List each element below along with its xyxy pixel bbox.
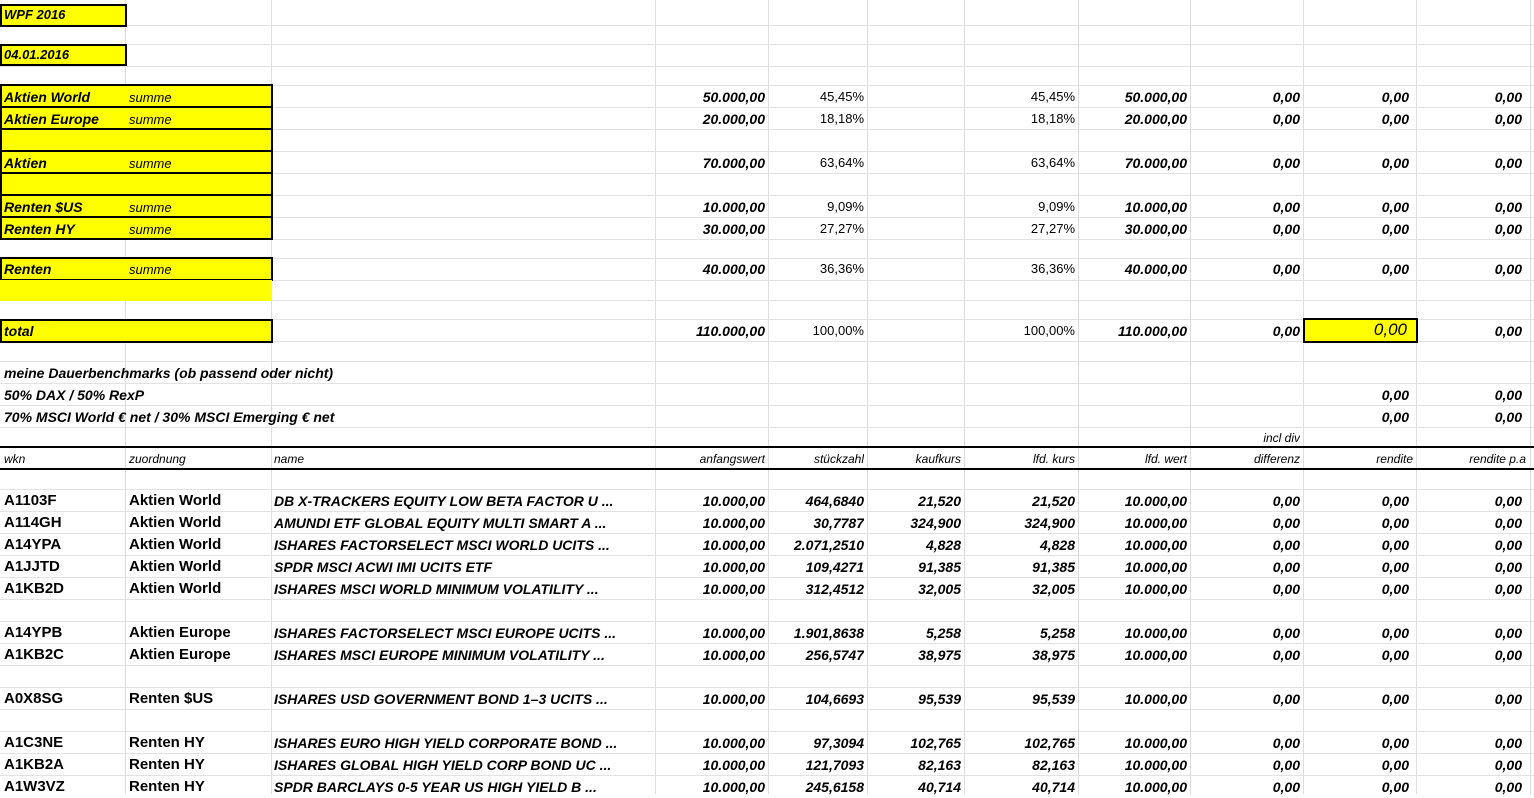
summary-label: Renten <box>4 261 52 277</box>
cell-wkn[interactable]: A14YPA <box>4 536 62 553</box>
cell-differenz[interactable]: 0,00 <box>1272 537 1300 553</box>
cell-name[interactable]: ISHARES FACTORSELECT MSCI WORLD UCITS ... <box>274 537 610 553</box>
summary-wert <box>1079 174 1187 196</box>
cell-zuordnung[interactable]: Aktien Europe <box>129 624 231 641</box>
summary-differenz: 0,00 <box>1272 155 1300 171</box>
cell-stueckzahl[interactable]: 2.071,2510 <box>793 537 864 553</box>
summary-differenz: 0,00 <box>1272 261 1300 277</box>
cell-kaufkurs[interactable]: 21,520 <box>918 493 961 509</box>
summary-sublabel <box>129 175 249 197</box>
row-divider <box>0 44 1534 45</box>
cell-stueckzahl[interactable]: 121,7093 <box>805 757 864 773</box>
column-header-lfd-kurs[interactable]: lfd. kurs <box>1032 452 1075 466</box>
cell-zuordnung[interactable]: Aktien World <box>129 580 222 597</box>
cell-lfd-kurs[interactable]: 4,828 <box>1039 537 1075 553</box>
total-pct1: 100,00% <box>812 323 864 338</box>
cell-kaufkurs[interactable]: 82,163 <box>918 757 961 773</box>
cell-name[interactable]: ISHARES FACTORSELECT MSCI EUROPE UCITS ... <box>274 625 617 641</box>
summary-wert: 30.000,00 <box>1124 221 1187 237</box>
summary-sublabel: summe <box>129 90 172 105</box>
cell-stueckzahl[interactable]: 312,4512 <box>805 581 864 597</box>
total-wert: 110.000,00 <box>1117 323 1187 339</box>
cell-name[interactable] <box>274 710 652 732</box>
cell-rendite[interactable]: 0,00 <box>1381 537 1409 553</box>
summary-pct1: 18,18% <box>819 111 864 126</box>
cell-rendite-pa[interactable]: 0,00 <box>1494 515 1522 531</box>
summary-rendite-pa: 0,00 <box>1494 261 1522 277</box>
cell-differenz[interactable]: 0,00 <box>1272 493 1300 509</box>
summary-label: Aktien World <box>4 89 91 105</box>
summary-pct2: 9,09% <box>1038 199 1075 214</box>
summary-label: Aktien Europe <box>4 111 99 127</box>
summary-sublabel <box>129 131 249 153</box>
cell-wkn[interactable]: A1103F <box>4 492 57 509</box>
summary-rendite: 0,00 <box>1381 155 1409 171</box>
summary-rendite-pa: 0,00 <box>1494 221 1522 237</box>
cell-zuordnung[interactable] <box>129 666 269 688</box>
summary-pct1: 36,36% <box>819 261 864 276</box>
cell-name[interactable]: ISHARES EURO HIGH YIELD CORPORATE BOND ... <box>274 735 618 751</box>
cell-lfd-kurs[interactable]: 21,520 <box>1032 493 1075 509</box>
summary-pct2: 36,36% <box>1030 261 1075 276</box>
summary-differenz: 0,00 <box>1272 221 1300 237</box>
cell-anfangswert[interactable]: 10.000,00 <box>702 757 765 773</box>
cell-lfd-wert[interactable]: 10.000,00 <box>1124 779 1187 795</box>
cell-anfangswert[interactable]: 10.000,00 <box>702 647 765 663</box>
benchmark-rendite-pa: 0,00 <box>1494 387 1522 403</box>
cell-differenz[interactable]: 0,00 <box>1272 581 1300 597</box>
column-header-kaufkurs[interactable]: kaufkurs <box>915 452 961 466</box>
summary-wert: 40.000,00 <box>1124 261 1187 277</box>
cell-lfd-kurs[interactable] <box>965 666 1075 688</box>
cell-lfd-wert[interactable]: 10.000,00 <box>1124 515 1187 531</box>
cell-anfangswert[interactable] <box>656 600 765 622</box>
cell-zuordnung[interactable] <box>129 710 269 732</box>
summary-rendite-pa <box>1417 130 1522 152</box>
summary-pct1: 27,27% <box>819 221 864 236</box>
cell-anfangswert[interactable]: 10.000,00 <box>702 537 765 553</box>
cell-kaufkurs[interactable]: 5,258 <box>925 625 961 641</box>
cell-differenz[interactable]: 0,00 <box>1272 757 1300 773</box>
summary-differenz: 0,00 <box>1272 199 1300 215</box>
column-header-wkn[interactable]: wkn <box>4 452 26 466</box>
summary-rendite: 0,00 <box>1381 221 1409 237</box>
cell-zuordnung[interactable]: Renten HY <box>129 756 205 773</box>
cell-lfd-kurs[interactable]: 95,539 <box>1032 691 1075 707</box>
cell-name[interactable]: ISHARES MSCI WORLD MINIMUM VOLATILITY ... <box>274 581 599 597</box>
cell-rendite-pa[interactable]: 0,00 <box>1494 581 1522 597</box>
incl-div-label: incl div <box>1263 431 1300 445</box>
benchmark-rendite: 0,00 <box>1381 387 1409 403</box>
cell-zuordnung[interactable]: Aktien Europe <box>129 646 231 663</box>
total-differenz: 0,00 <box>1272 323 1300 339</box>
cell-lfd-kurs[interactable] <box>965 710 1075 732</box>
cell-name[interactable]: ISHARES USD GOVERNMENT BOND 1–3 UCITS ... <box>274 691 608 707</box>
cell-lfd-wert[interactable] <box>1079 710 1187 732</box>
cell-lfd-wert[interactable] <box>1079 666 1187 688</box>
cell-stueckzahl[interactable]: 464,6840 <box>805 493 864 509</box>
cell-name[interactable]: SPDR BARCLAYS 0-5 YEAR US HIGH YIELD B ... <box>274 779 597 795</box>
cell-rendite-pa[interactable]: 0,00 <box>1494 537 1522 553</box>
summary-rendite <box>1304 130 1409 152</box>
cell-kaufkurs[interactable]: 4,828 <box>925 537 961 553</box>
cell-kaufkurs[interactable]: 324,900 <box>910 515 961 531</box>
summary-rendite: 0,00 <box>1381 89 1409 105</box>
summary-rendite: 0,00 <box>1381 199 1409 215</box>
cell-differenz[interactable]: 0,00 <box>1272 691 1300 707</box>
cell-differenz[interactable] <box>1191 710 1300 732</box>
cell-zuordnung[interactable]: Aktien World <box>129 492 222 509</box>
cell-anfangswert[interactable]: 10.000,00 <box>702 581 765 597</box>
column-header-anfangswert[interactable]: anfangswert <box>699 452 765 466</box>
cell-rendite[interactable]: 0,00 <box>1381 779 1409 795</box>
cell-rendite[interactable] <box>1304 666 1409 688</box>
summary-rendite: 0,00 <box>1381 261 1409 277</box>
cell-zuordnung[interactable]: Renten $US <box>129 690 214 707</box>
cell-name[interactable]: AMUNDI ETF GLOBAL EQUITY MULTI SMART A ... <box>274 515 607 531</box>
summary-wert: 10.000,00 <box>1124 199 1187 215</box>
cell-anfangswert[interactable]: 10.000,00 <box>702 625 765 641</box>
cell-differenz[interactable] <box>1191 666 1300 688</box>
summary-anfangswert: 30.000,00 <box>702 221 765 237</box>
cell-name[interactable] <box>274 666 652 688</box>
cell-kaufkurs[interactable]: 91,385 <box>918 559 961 575</box>
cell-rendite[interactable]: 0,00 <box>1381 581 1409 597</box>
cell-differenz[interactable]: 0,00 <box>1272 559 1300 575</box>
cell-lfd-wert[interactable]: 10.000,00 <box>1124 537 1187 553</box>
cell-differenz[interactable]: 0,00 <box>1272 779 1300 795</box>
cell-zuordnung[interactable] <box>129 600 269 622</box>
summary-pct2 <box>965 174 1075 196</box>
cell-rendite[interactable]: 0,00 <box>1381 515 1409 531</box>
header-rule-top <box>0 446 1534 448</box>
cell-wkn[interactable]: A1KB2D <box>4 580 65 597</box>
row-divider <box>0 25 1534 26</box>
summary-anfangswert: 50.000,00 <box>702 89 765 105</box>
summary-rendite-pa: 0,00 <box>1494 111 1522 127</box>
cell-lfd-wert[interactable]: 10.000,00 <box>1124 493 1187 509</box>
summary-anfangswert: 70.000,00 <box>702 155 765 171</box>
cell-differenz[interactable]: 0,00 <box>1272 647 1300 663</box>
cell-lfd-wert[interactable]: 10.000,00 <box>1124 647 1187 663</box>
cell-stueckzahl[interactable] <box>769 600 864 622</box>
summary-sublabel: summe <box>129 112 172 127</box>
cell-anfangswert[interactable]: 10.000,00 <box>702 559 765 575</box>
cell-wkn[interactable]: A0X8SG <box>4 690 64 707</box>
cell-rendite[interactable] <box>1304 710 1409 732</box>
cell-wkn[interactable]: A14YPB <box>4 624 63 641</box>
summary-label: Renten $US <box>4 199 83 215</box>
cell-stueckzahl[interactable]: 245,6158 <box>805 779 864 795</box>
summary-label: Aktien <box>4 155 47 171</box>
summary-pct2: 27,27% <box>1030 221 1075 236</box>
cell-name[interactable]: ISHARES GLOBAL HIGH YIELD CORP BOND UC ... <box>274 757 612 773</box>
summary-sublabel: summe <box>129 262 172 277</box>
cell-name[interactable]: ISHARES MSCI EUROPE MINIMUM VOLATILITY ... <box>274 647 605 663</box>
cell-rendite[interactable]: 0,00 <box>1381 735 1409 751</box>
cell-lfd-wert[interactable]: 10.000,00 <box>1124 735 1187 751</box>
cell-rendite-pa[interactable] <box>1417 600 1522 622</box>
cell-rendite-pa[interactable]: 0,00 <box>1494 559 1522 575</box>
cell-stueckzahl[interactable]: 30,7787 <box>813 515 864 531</box>
cell-zuordnung[interactable]: Aktien World <box>129 514 222 531</box>
cell-wkn[interactable]: A1JJTD <box>4 558 60 575</box>
summary-sublabel: summe <box>129 156 172 171</box>
cell-lfd-kurs[interactable]: 324,900 <box>1024 515 1075 531</box>
summary-rendite-pa: 0,00 <box>1494 89 1522 105</box>
summary-differenz <box>1191 174 1300 196</box>
cell-lfd-kurs[interactable]: 91,385 <box>1032 559 1075 575</box>
cell-anfangswert[interactable]: 10.000,00 <box>702 691 765 707</box>
cell-differenz[interactable]: 0,00 <box>1272 735 1300 751</box>
column-header-rendite[interactable]: rendite <box>1376 452 1413 466</box>
cell-rendite-pa[interactable]: 0,00 <box>1494 779 1522 795</box>
cell-lfd-wert[interactable]: 10.000,00 <box>1124 625 1187 641</box>
cell-wkn[interactable] <box>4 666 122 688</box>
cell-rendite[interactable]: 0,00 <box>1381 493 1409 509</box>
benchmark-rendite-pa: 0,00 <box>1494 409 1522 425</box>
cell-rendite-pa[interactable]: 0,00 <box>1494 757 1522 773</box>
cell-kaufkurs[interactable] <box>868 710 961 732</box>
sheet-title: WPF 2016 <box>4 7 66 22</box>
cell-rendite-pa[interactable]: 0,00 <box>1494 735 1522 751</box>
column-header-stueckzahl[interactable]: stückzahl <box>813 452 864 466</box>
cell-anfangswert[interactable] <box>656 710 765 732</box>
summary-sublabel: summe <box>129 200 172 215</box>
cell-rendite[interactable] <box>1304 600 1409 622</box>
summary-pct1: 9,09% <box>827 199 864 214</box>
summary-differenz <box>1191 130 1300 152</box>
highlight-fill <box>0 280 272 301</box>
column-header-differenz[interactable]: differenz <box>1253 452 1300 466</box>
summary-anfangswert <box>656 174 765 196</box>
summary-pct1: 45,45% <box>819 89 864 104</box>
column-header-name[interactable]: name <box>274 452 305 466</box>
summary-anfangswert: 10.000,00 <box>702 199 765 215</box>
cell-anfangswert[interactable]: 10.000,00 <box>702 515 765 531</box>
cell-lfd-wert[interactable]: 10.000,00 <box>1124 757 1187 773</box>
total-rendite-pa: 0,00 <box>1494 323 1522 339</box>
benchmark-rendite: 0,00 <box>1381 409 1409 425</box>
cell-lfd-wert[interactable] <box>1079 600 1187 622</box>
summary-rendite <box>1304 174 1409 196</box>
cell-name[interactable]: DB X-TRACKERS EQUITY LOW BETA FACTOR U ... <box>274 493 614 509</box>
summary-pct1: 63,64% <box>819 155 864 170</box>
cell-stueckzahl[interactable]: 256,5747 <box>805 647 864 663</box>
summary-label <box>4 130 124 152</box>
summary-pct1 <box>769 130 864 152</box>
cell-rendite[interactable]: 0,00 <box>1381 757 1409 773</box>
summary-differenz: 0,00 <box>1272 89 1300 105</box>
column-header-rendite-pa[interactable]: rendite p.a <box>1469 452 1526 466</box>
summary-pct2 <box>965 130 1075 152</box>
cell-kaufkurs[interactable]: 32,005 <box>918 581 961 597</box>
column-divider <box>1530 0 1531 794</box>
cell-lfd-kurs[interactable]: 82,163 <box>1032 757 1075 773</box>
cell-wkn[interactable]: A1C3NE <box>4 734 64 751</box>
summary-wert: 70.000,00 <box>1124 155 1187 171</box>
cell-rendite-pa[interactable]: 0,00 <box>1494 625 1522 641</box>
total-pct2: 100,00% <box>1023 323 1075 338</box>
cell-stueckzahl[interactable]: 109,4271 <box>805 559 864 575</box>
cell-lfd-wert[interactable]: 10.000,00 <box>1124 559 1187 575</box>
cell-stueckzahl[interactable]: 104,6693 <box>805 691 864 707</box>
benchmark-label: 70% MSCI World € net / 30% MSCI Emerging € net <box>4 409 335 425</box>
cell-stueckzahl[interactable] <box>769 666 864 688</box>
cell-lfd-kurs[interactable]: 32,005 <box>1032 581 1075 597</box>
cell-lfd-kurs[interactable]: 102,765 <box>1024 735 1075 751</box>
cell-rendite-pa[interactable]: 0,00 <box>1494 691 1522 707</box>
benchmark-label: 50% DAX / 50% RexP <box>4 387 145 403</box>
cell-rendite[interactable]: 0,00 <box>1381 625 1409 641</box>
cell-differenz[interactable]: 0,00 <box>1272 515 1300 531</box>
cell-stueckzahl[interactable]: 97,3094 <box>813 735 864 751</box>
cell-wkn[interactable]: A114GH <box>4 514 62 531</box>
summary-wert <box>1079 130 1187 152</box>
cell-differenz[interactable]: 0,00 <box>1272 625 1300 641</box>
cell-kaufkurs[interactable]: 40,714 <box>918 779 961 795</box>
cell-stueckzahl[interactable] <box>769 710 864 732</box>
cell-differenz[interactable] <box>1191 600 1300 622</box>
cell-name[interactable] <box>274 600 652 622</box>
cell-wkn[interactable]: A1KB2A <box>4 756 65 773</box>
cell-anfangswert[interactable]: 10.000,00 <box>702 735 765 751</box>
summary-pct2: 45,45% <box>1030 89 1075 104</box>
cell-anfangswert[interactable]: 10.000,00 <box>702 493 765 509</box>
summary-pct2: 63,64% <box>1030 155 1075 170</box>
summary-rendite-pa: 0,00 <box>1494 199 1522 215</box>
cell-zuordnung[interactable]: Renten HY <box>129 778 205 795</box>
summary-anfangswert: 40.000,00 <box>702 261 765 277</box>
column-header-zuordnung[interactable]: zuordnung <box>129 452 186 466</box>
cell-zuordnung[interactable]: Renten HY <box>129 734 205 751</box>
summary-wert: 50.000,00 <box>1124 89 1187 105</box>
summary-anfangswert: 20.000,00 <box>702 111 765 127</box>
cell-rendite[interactable]: 0,00 <box>1381 559 1409 575</box>
benchmarks-heading: meine Dauerbenchmarks (ob passend oder nicht) <box>4 365 334 381</box>
cell-wkn[interactable] <box>4 600 122 622</box>
cell-lfd-kurs[interactable]: 40,714 <box>1032 779 1075 795</box>
cell-rendite-pa[interactable] <box>1417 666 1522 688</box>
row-divider <box>0 66 1534 67</box>
summary-rendite: 0,00 <box>1381 111 1409 127</box>
summary-pct1 <box>769 174 864 196</box>
cell-anfangswert[interactable]: 10.000,00 <box>702 779 765 795</box>
summary-rendite-pa: 0,00 <box>1494 155 1522 171</box>
summary-differenz: 0,00 <box>1272 111 1300 127</box>
cell-kaufkurs[interactable]: 102,765 <box>910 735 961 751</box>
cell-rendite-pa[interactable] <box>1417 710 1522 732</box>
cell-kaufkurs[interactable]: 95,539 <box>918 691 961 707</box>
cell-kaufkurs[interactable]: 38,975 <box>918 647 961 663</box>
summary-anfangswert <box>656 130 765 152</box>
cell-wkn[interactable]: A1W3VZ <box>4 778 65 795</box>
cell-lfd-kurs[interactable]: 5,258 <box>1039 625 1075 641</box>
total-rendite: 0,00 <box>1373 320 1407 339</box>
total-anfangswert: 110.000,00 <box>695 323 765 339</box>
cell-wkn[interactable] <box>4 710 122 732</box>
cell-lfd-wert[interactable]: 10.000,00 <box>1124 691 1187 707</box>
cell-zuordnung[interactable]: Aktien World <box>129 558 222 575</box>
summary-rendite-pa <box>1417 174 1522 196</box>
cell-zuordnung[interactable]: Aktien World <box>129 536 222 553</box>
summary-label <box>4 174 124 196</box>
cell-stueckzahl[interactable]: 1.901,8638 <box>793 625 864 641</box>
summary-label: Renten HY <box>4 221 75 237</box>
summary-sublabel: summe <box>129 222 172 237</box>
cell-rendite[interactable]: 0,00 <box>1381 691 1409 707</box>
cell-anfangswert[interactable] <box>656 666 765 688</box>
cell-kaufkurs[interactable] <box>868 600 961 622</box>
total-label: total <box>4 323 34 339</box>
cell-name[interactable]: SPDR MSCI ACWI IMI UCITS ETF <box>274 559 493 575</box>
sheet-date: 04.01.2016 <box>4 47 70 62</box>
cell-rendite[interactable]: 0,00 <box>1381 647 1409 663</box>
column-header-lfd-wert[interactable]: lfd. wert <box>1144 452 1187 466</box>
cell-rendite-pa[interactable]: 0,00 <box>1494 493 1522 509</box>
cell-rendite-pa[interactable]: 0,00 <box>1494 647 1522 663</box>
cell-lfd-wert[interactable]: 10.000,00 <box>1124 581 1187 597</box>
cell-lfd-kurs[interactable] <box>965 600 1075 622</box>
summary-wert: 20.000,00 <box>1124 111 1187 127</box>
summary-pct2: 18,18% <box>1030 111 1075 126</box>
cell-lfd-kurs[interactable]: 38,975 <box>1032 647 1075 663</box>
cell-wkn[interactable]: A1KB2C <box>4 646 65 663</box>
cell-kaufkurs[interactable] <box>868 666 961 688</box>
